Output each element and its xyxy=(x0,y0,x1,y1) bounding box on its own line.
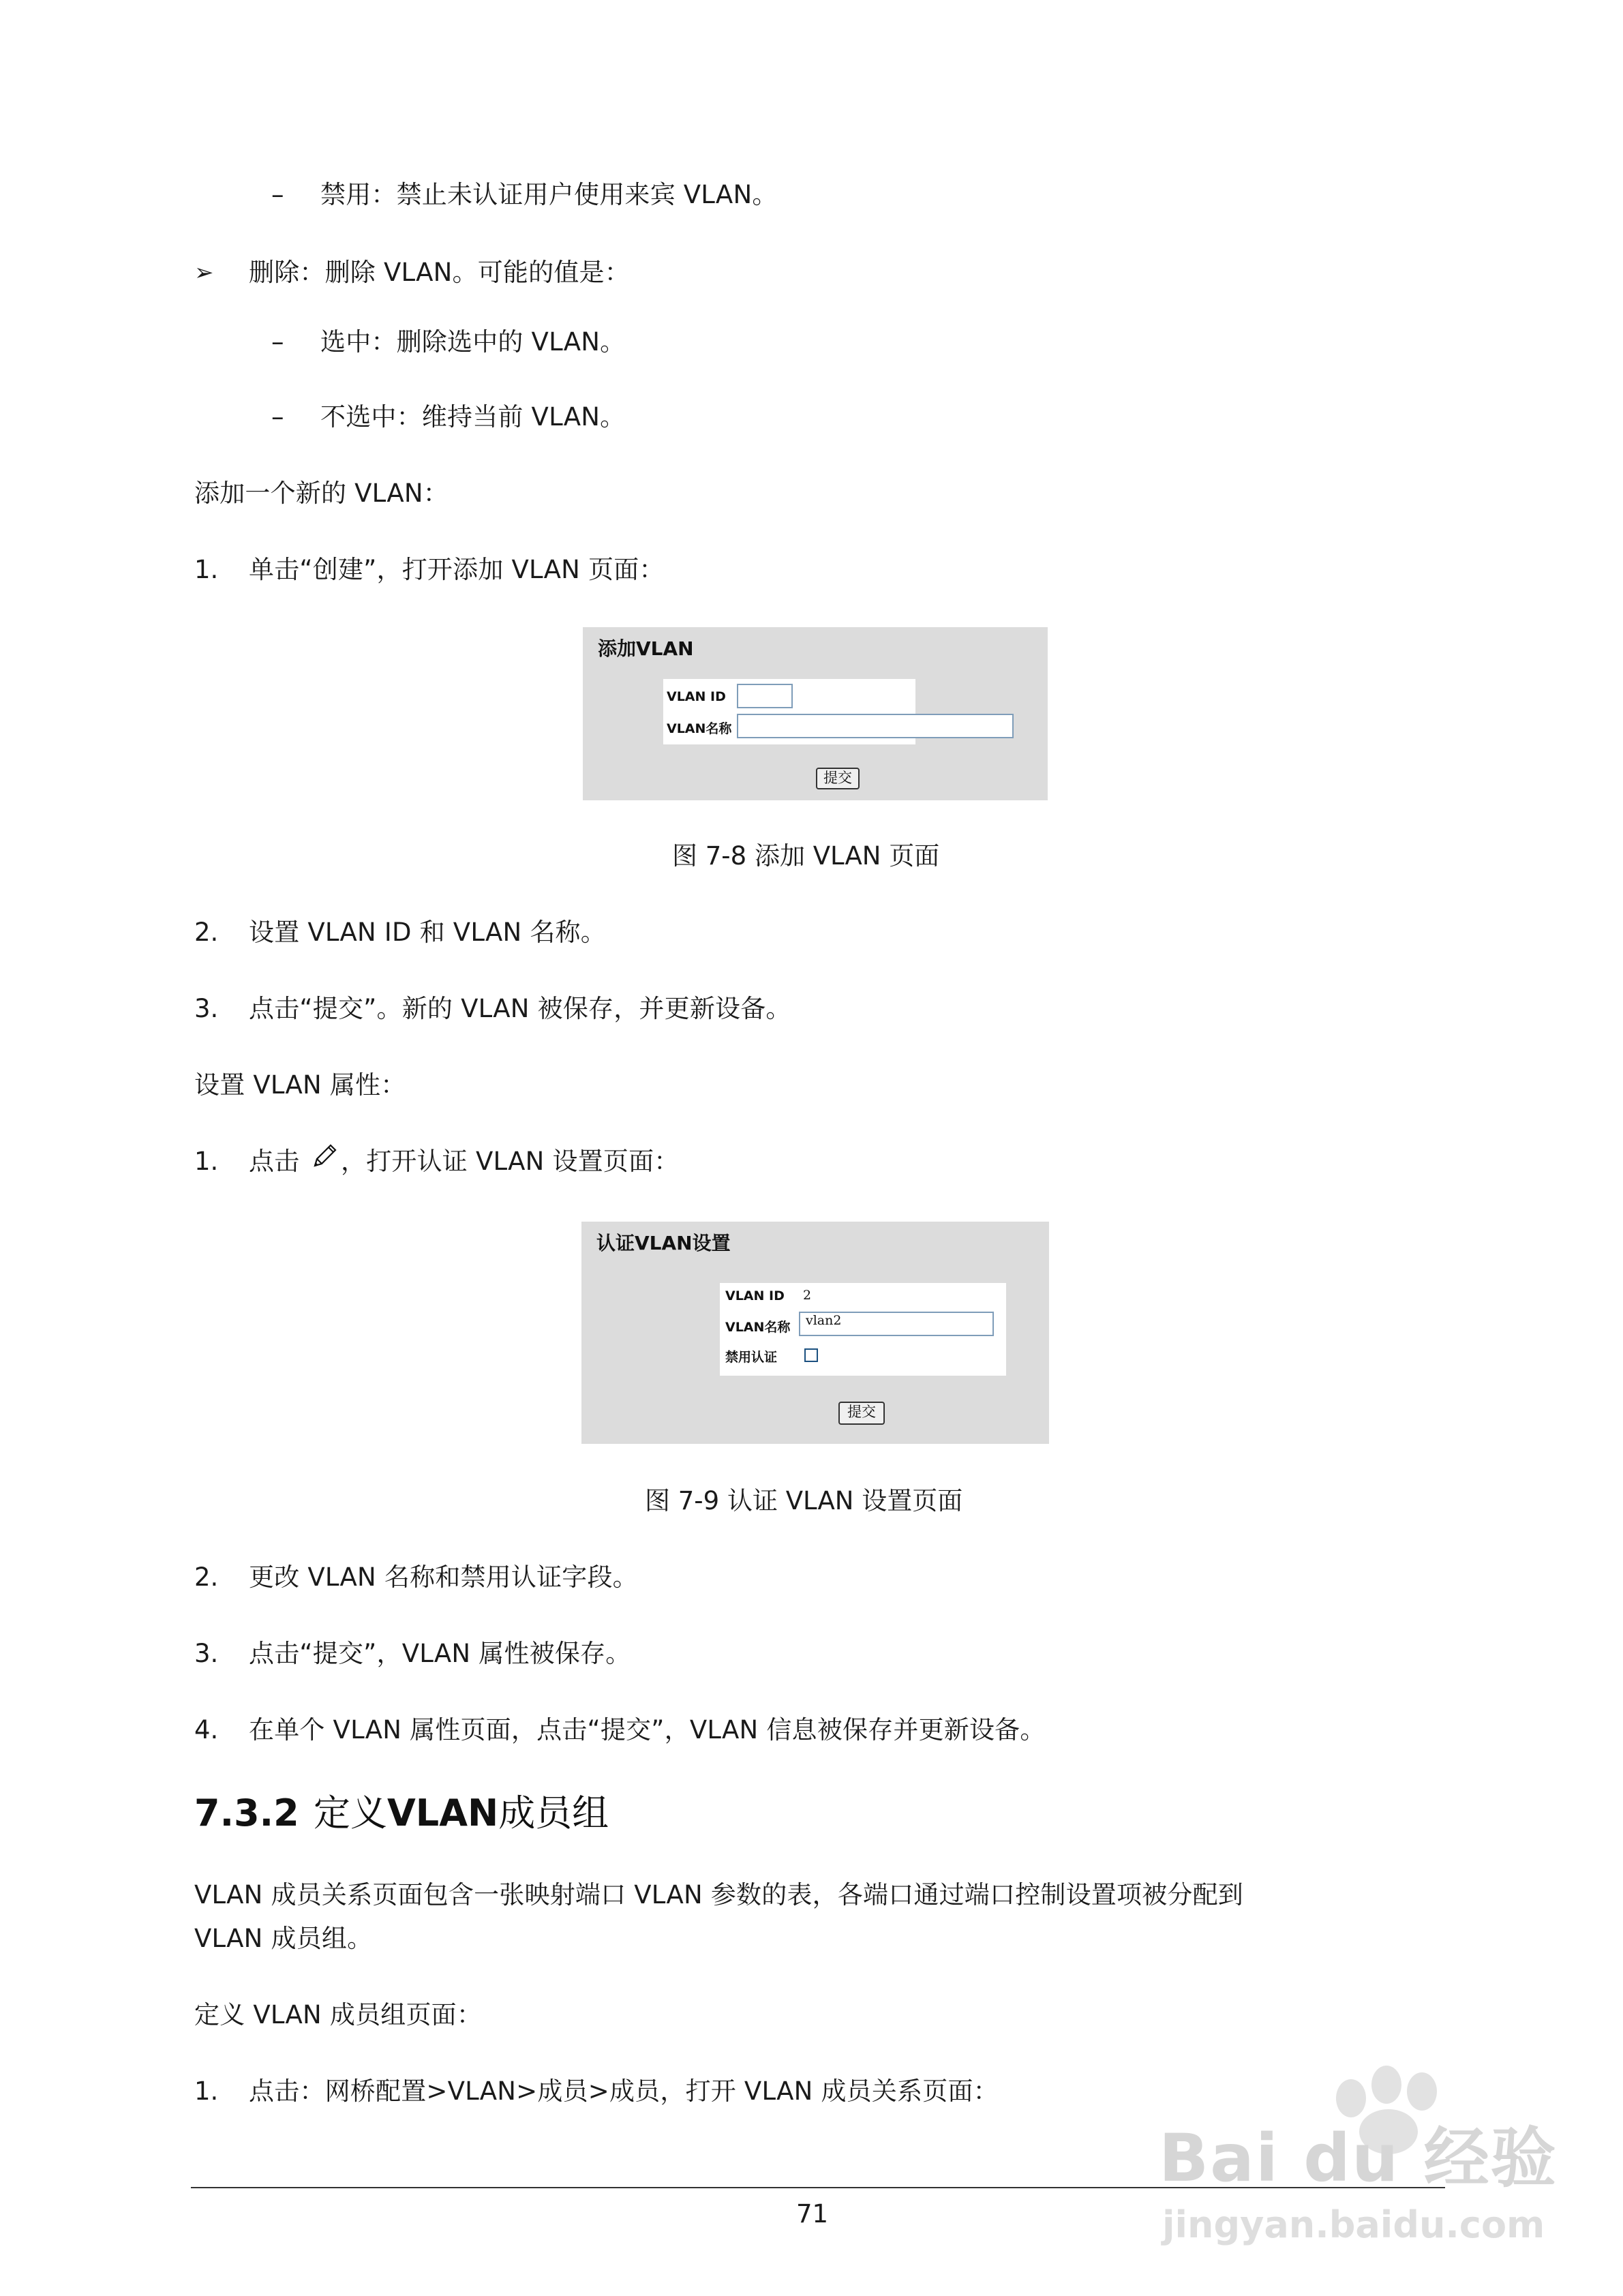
text-line-step-set: 设置 VLAN ID 和 VLAN 名称。 xyxy=(249,918,606,947)
section-number: 7.3.2 xyxy=(194,1792,299,1834)
text-line-disable: 禁用：禁止未认证用户使用来宾 VLAN。 xyxy=(320,180,778,209)
figure-title: 认证VLAN设置 xyxy=(596,1232,731,1254)
text-line-unselected: 不选中：维持当前 VLAN。 xyxy=(320,402,626,432)
step-number: 3. xyxy=(194,994,219,1023)
vlan-name-input[interactable] xyxy=(737,714,1014,738)
paragraph-line: VLAN 成员组。 xyxy=(194,1924,373,1953)
step-number: 1. xyxy=(194,2076,219,2106)
text-line-step-edit-b: ，打开认证 VLAN 设置页面： xyxy=(341,1147,680,1176)
text-line-step-edit-a: 点击 xyxy=(249,1147,300,1176)
section-title-part: VLAN xyxy=(387,1792,499,1834)
watermark-brand: Bai du 经验 xyxy=(1159,2120,1558,2196)
step-number: 1. xyxy=(194,555,219,584)
step-number: 2. xyxy=(194,918,219,947)
dash-marker: – xyxy=(271,402,284,432)
pencil-icon xyxy=(309,1141,339,1171)
vlan-id-label: VLAN ID xyxy=(667,689,726,704)
figure-auth-vlan xyxy=(581,1222,1049,1444)
submit-button[interactable]: 提交 xyxy=(838,1402,885,1425)
text-line-add-vlan: 添加一个新的 VLAN： xyxy=(194,479,449,508)
dash-marker: – xyxy=(271,180,284,209)
section-title-part: 定义 xyxy=(314,1792,387,1834)
bullet-marker: ➢ xyxy=(194,259,214,286)
text-line-step-change: 更改 VLAN 名称和禁用认证字段。 xyxy=(249,1562,638,1592)
section-heading xyxy=(194,1792,609,1835)
figure-title: 添加VLAN xyxy=(598,637,694,660)
vlan-name-label: VLAN名称 xyxy=(667,721,732,736)
vlan-id-input[interactable] xyxy=(737,684,793,708)
paragraph-line: VLAN 成员关系页面包含一张映射端口 VLAN 参数的表，各端口通过端口控制设置项被分配到 xyxy=(194,1880,1244,1909)
section-title-part: 成员组 xyxy=(498,1792,609,1834)
text-line-step-update: 在单个 VLAN 属性页面，点击“提交”，VLAN 信息被保存并更新设备。 xyxy=(249,1715,1046,1744)
text-line-step-saved: 点击“提交”，VLAN 属性被保存。 xyxy=(249,1639,631,1668)
watermark-url: jingyan.baidu.com xyxy=(1162,2203,1545,2246)
text-line-delete: 删除：删除 VLAN。可能的值是： xyxy=(249,258,630,287)
vlan-name-input[interactable]: vlan2 xyxy=(799,1312,994,1336)
text-line-step-click-path: 点击：网桥配置>VLAN>成员>成员，打开 VLAN 成员关系页面： xyxy=(249,2076,999,2106)
text-line-define-group: 定义 VLAN 成员组页面： xyxy=(194,2000,483,2029)
step-number: 2. xyxy=(194,1562,219,1592)
figure-caption: 图 7-8 添加 VLAN 页面 xyxy=(672,841,940,871)
figure-caption: 图 7-9 认证 VLAN 设置页面 xyxy=(645,1486,963,1515)
vlan-id-label: VLAN ID xyxy=(725,1288,785,1303)
step-number: 1. xyxy=(194,1147,219,1176)
text-line-step-submit: 点击“提交”。新的 VLAN 被保存，并更新设备。 xyxy=(249,994,791,1023)
step-number: 3. xyxy=(194,1639,219,1668)
disable-auth-label: 禁用认证 xyxy=(725,1350,778,1365)
page-number: 71 xyxy=(796,2199,829,2229)
dash-marker: – xyxy=(271,327,284,357)
paw-icon xyxy=(1407,2072,1437,2111)
step-number: 4. xyxy=(194,1715,219,1744)
vlan-name-label: VLAN名称 xyxy=(725,1320,791,1335)
form-box xyxy=(663,679,915,744)
disable-auth-checkbox[interactable] xyxy=(804,1348,818,1362)
text-line-vlan-props: 设置 VLAN 属性： xyxy=(194,1070,406,1100)
figure-add-vlan xyxy=(583,627,1048,800)
text-line-step-create: 单击“创建”，打开添加 VLAN 页面： xyxy=(249,555,665,584)
vlan-id-value: 2 xyxy=(803,1288,812,1303)
paw-icon xyxy=(1371,2066,1401,2104)
text-line-selected: 选中：删除选中的 VLAN。 xyxy=(320,327,626,357)
form-box xyxy=(720,1283,1006,1376)
submit-button[interactable]: 提交 xyxy=(816,768,860,789)
